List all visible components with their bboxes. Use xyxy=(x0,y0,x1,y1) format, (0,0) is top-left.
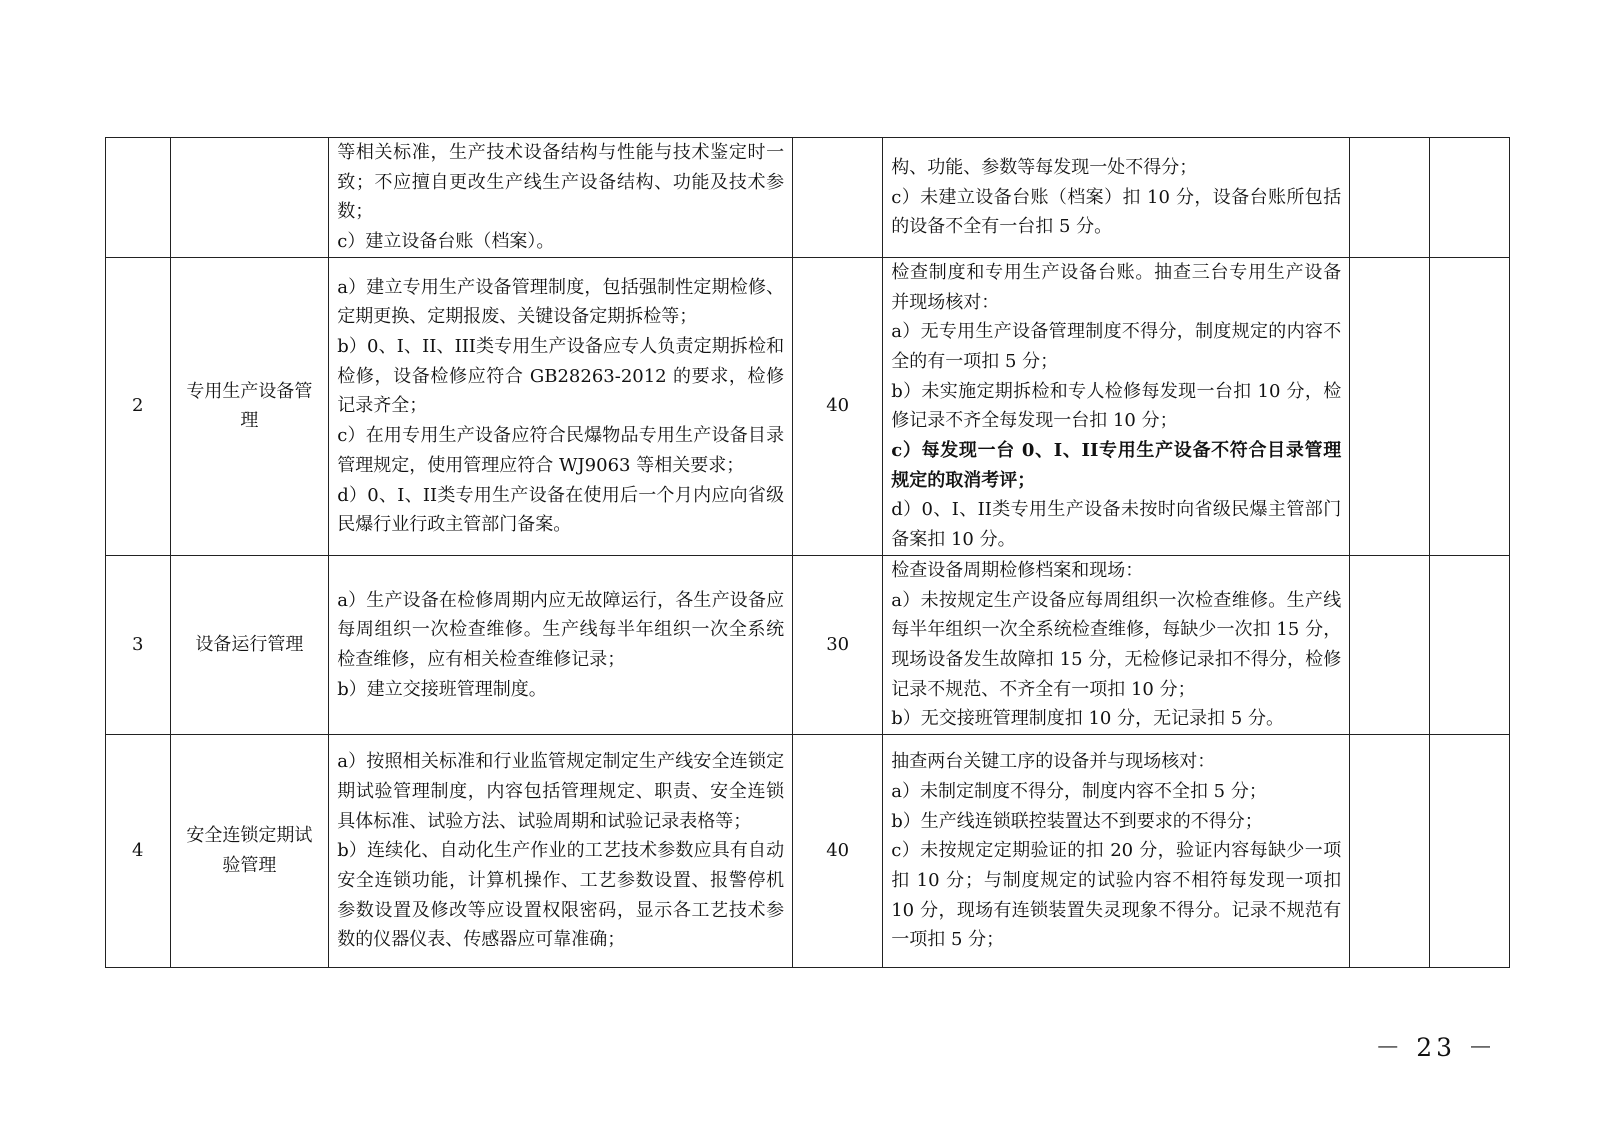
assessment-method-cell xyxy=(883,735,1350,968)
row-number-cell: 3 xyxy=(106,555,171,734)
item-name-cell: 专用生产设备管理 xyxy=(170,257,329,555)
row-number-cell xyxy=(106,138,171,258)
requirement-line: a）生产设备在检修周期内应无故障运行，各生产设备应每周组织一次检查维修。生产线每半年组织一次全系统检查维修，应有相关检查维修记录； xyxy=(337,589,785,670)
requirement-line: d）0、I、II类专用生产设备在使用后一个月内应向省级民爆行业行政主管部门备案。 xyxy=(337,484,785,536)
blank-score-cell xyxy=(1350,138,1430,258)
method-line: c）未建立设备台账（档案）扣 10 分，设备台账所包括的设备不全有一台扣 5 分。 xyxy=(891,186,1342,238)
blank-score-cell xyxy=(1350,735,1430,968)
method-line: b）生产线连锁联控装置达不到要求的不得分； xyxy=(891,810,1263,832)
score-cell: 40 xyxy=(793,735,883,968)
row-number-cell: 2 xyxy=(106,257,171,555)
method-line: b）无交接班管理制度扣 10 分，无记录扣 5 分。 xyxy=(891,708,1284,730)
method-line: 检查设备周期检修档案和现场： xyxy=(891,559,1144,581)
score-cell: 30 xyxy=(793,555,883,734)
blank-remark-cell xyxy=(1430,735,1510,968)
assessment-method-cell xyxy=(883,257,1350,555)
item-name-cell: 设备运行管理 xyxy=(170,555,329,734)
requirements-cell xyxy=(329,257,793,555)
table-row xyxy=(106,138,1510,258)
table-row xyxy=(106,735,1510,968)
requirement-line: c）在用专用生产设备应符合民爆物品专用生产设备目录管理规定，使用管理应符合 WJ9063 等相关要求； xyxy=(337,425,785,476)
requirements-cell xyxy=(329,138,793,258)
method-line: a）未制定制度不得分，制度内容不全扣 5 分； xyxy=(891,780,1267,802)
requirement-line: 等相关标准，生产技术设备结构与性能与技术鉴定时一致；不应擅自更改生产线生产设备结构、功能及技术参数； xyxy=(337,142,785,223)
method-line: a）未按规定生产设备应每周组织一次检查维修。生产线每半年组织一次全系统检查维修，每缺少一次扣 15 分，现场设备发生故障扣 15 分，无检修记录扣不得分，检修记录不规范、不齐全有一项扣 10 分； xyxy=(891,589,1342,700)
blank-score-cell xyxy=(1350,555,1430,734)
assessment-method-cell xyxy=(883,138,1350,258)
page-number: － 23 － xyxy=(1375,1033,1497,1062)
requirement-line: b）0、I、II、III类专用生产设备应专人负责定期拆检和检修，设备检修应符合 GB28263-2012 的要求，检修记录齐全； xyxy=(337,336,785,417)
item-name-cell: 安全连锁定期试验管理 xyxy=(170,735,329,968)
method-line: 构、功能、参数等每发现一处不得分； xyxy=(891,156,1198,178)
table-row xyxy=(106,257,1510,555)
requirements-cell xyxy=(329,735,793,968)
table-row xyxy=(106,555,1510,734)
method-line: b）未实施定期拆检和专人检修每发现一台扣 10 分，检修记录不齐全每发现一台扣 10 分； xyxy=(891,380,1342,432)
method-line: c）每发现一台 0、I、II专用生产设备不符合目录管理规定的取消考评； xyxy=(891,440,1342,491)
blank-score-cell xyxy=(1350,257,1430,555)
score-cell: 40 xyxy=(793,257,883,555)
requirements-cell xyxy=(329,555,793,734)
blank-remark-cell xyxy=(1430,555,1510,734)
row-number-cell: 4 xyxy=(106,735,171,968)
blank-remark-cell xyxy=(1430,138,1510,258)
assessment-method-cell xyxy=(883,555,1350,734)
method-line: 抽查两台关键工序的设备并与现场核对： xyxy=(891,751,1216,773)
requirement-line: a）按照相关标准和行业监管规定制定生产线安全连锁定期试验管理制度，内容包括管理规定、职责、安全连锁具体标准、试验方法、试验周期和试验记录表格等； xyxy=(337,751,785,832)
requirement-line: b）建立交接班管理制度。 xyxy=(337,678,547,700)
requirement-line: b）连续化、自动化生产作业的工艺技术参数应具有自动安全连锁功能，计算机操作、工艺参数设置、报警停机参数设置及修改等应设置权限密码，显示各工艺技术参数的仪器仪表、传感器应可靠准确； xyxy=(337,840,785,951)
requirement-line: c）建立设备台账（档案）。 xyxy=(337,231,555,253)
method-line: a）无专用生产设备管理制度不得分，制度规定的内容不全的有一项扣 5 分； xyxy=(891,321,1342,372)
assessment-table xyxy=(105,137,1510,968)
score-cell xyxy=(793,138,883,258)
table-body xyxy=(106,138,1510,968)
blank-remark-cell xyxy=(1430,257,1510,555)
method-line: 检查制度和专用生产设备台账。抽查三台专用生产设备并现场核对： xyxy=(891,261,1342,313)
method-line: c）未按规定定期验证的扣 20 分，验证内容每缺少一项扣 10 分；与制度规定的试验内容不相符每发现一项扣 10 分，现场有连锁装置失灵现象不得分。记录不规范有一项扣 5 分； xyxy=(891,840,1342,951)
method-line: d）0、I、II类专用生产设备未按时向省级民爆主管部门备案扣 10 分。 xyxy=(891,499,1342,551)
requirement-line: a）建立专用生产设备管理制度，包括强制性定期检修、定期更换、定期报废、关键设备定期拆检等； xyxy=(337,276,785,328)
item-name-cell xyxy=(170,138,329,258)
